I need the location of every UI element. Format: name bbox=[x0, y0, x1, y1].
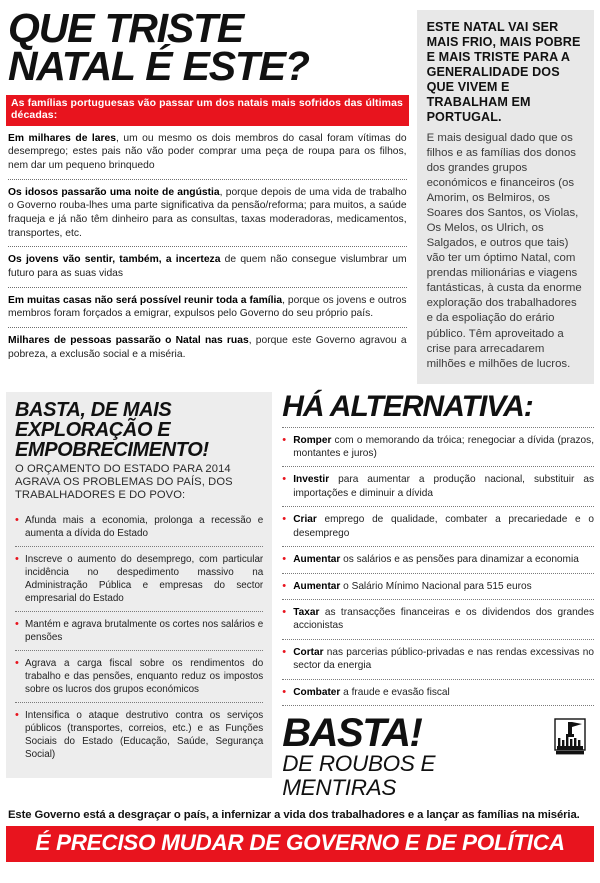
list-item-lead: Combater bbox=[293, 686, 341, 698]
page-title bbox=[8, 5, 409, 89]
budget-problems-list bbox=[15, 508, 263, 768]
list-item-lead: Investir bbox=[293, 474, 330, 486]
basta-final-line-2: DE ROUBOS E MENTIRAS bbox=[282, 751, 436, 800]
list-item-text: o Salário Mínimo Nacional para 515 euros bbox=[340, 580, 532, 592]
list-item-lead: Criar bbox=[293, 514, 317, 526]
paragraph-rest: , porque os jovens e outros membros foram forçados a emigrar, expulsos pelo Governo do seu próprio país. bbox=[8, 294, 407, 320]
list-item bbox=[15, 702, 263, 767]
list-item-lead: Cortar bbox=[293, 646, 324, 658]
list-item bbox=[282, 639, 594, 679]
top-section bbox=[6, 6, 594, 384]
paragraph-rest: , porque depois de uma vida de trabalho o Governo rouba-lhes uma parte significativa da pensão/reforma; para muitos, a saúde fraqueja e já não têm dinheiro para as consultas, taxas moderadoras, medicamentos, transportes, etc. bbox=[8, 186, 407, 239]
intro-paragraph-5 bbox=[6, 328, 409, 367]
list-item-text: nas parcerias público-privadas e nas rendas excessivas no sector da energia bbox=[293, 646, 594, 672]
footer-red-banner: É PRECISO MUDAR DE GOVERNO E DE POLÍTICA bbox=[6, 826, 594, 862]
list-item bbox=[282, 466, 594, 506]
paragraph-lead: Os jovens vão sentir, também, a incerteza bbox=[8, 254, 221, 266]
basta-box-subheading: O ORÇAMENTO DO ESTADO PARA 2014 AGRAVA OS PROBLEMAS DO PAÍS, DOS TRABALHADORES E DO POVO: bbox=[15, 462, 233, 501]
paragraph-lead: Milhares de pessoas passarão o Natal nas ruas bbox=[8, 335, 249, 347]
list-item-text: os salários e as pensões para dinamizar a economia bbox=[340, 554, 579, 566]
basta-exploration-box bbox=[6, 392, 272, 778]
list-item-lead: Aumentar bbox=[293, 580, 341, 592]
paragraph-rest: de quem não consegue vislumbrar um futuro para as suas vidas bbox=[8, 254, 407, 280]
paragraph-lead: Em muitas casas não será possível reunir toda a família bbox=[8, 294, 283, 306]
alternatives-heading: HÁ ALTERNATIVA: bbox=[282, 389, 533, 423]
basta-final-block bbox=[282, 711, 594, 800]
basta-box-heading: BASTA, DE MAIS EXPLORAÇÃO E EMPOBRECIMENTO! bbox=[15, 398, 209, 461]
list-item-text: Agrava a carga fiscal sobre os rendimentos do trabalho e das pensões, enquanto reduz os impostos sobre os lucros dos grupos económicos bbox=[25, 658, 264, 696]
list-item bbox=[15, 546, 263, 611]
list-item-text: para aumentar a produção nacional, substituir as importações e diminuir a dívida bbox=[293, 474, 594, 499]
list-item-text: Inscreve o aumento do desemprego, com particular incidência no despedimento massivo na Administração Pública e empresas do sector empresarial do Estado bbox=[25, 553, 264, 604]
intro-paragraph-3 bbox=[6, 247, 409, 286]
list-item bbox=[15, 650, 263, 702]
list-item-text: as transacções financeiras e os dividendos dos grandes accionistas bbox=[293, 607, 594, 632]
closing-statement: Este Governo está a desgraçar o país, a infernizar a vida dos trabalhadores e a lançar as famílias na miséria. bbox=[8, 808, 580, 821]
list-item-lead: Romper bbox=[293, 434, 332, 446]
list-item-lead: Aumentar bbox=[293, 554, 341, 566]
red-subtitle-bar: As famílias portuguesas vão passar um dos natais mais sofridos das últimas décadas: bbox=[6, 95, 409, 125]
alternatives-column bbox=[282, 389, 594, 800]
footer-section bbox=[6, 809, 594, 862]
intro-paragraph-2 bbox=[6, 180, 409, 247]
headline-line-2: NATAL É ESTE? bbox=[8, 42, 309, 89]
intro-paragraph-4 bbox=[6, 288, 409, 327]
list-item bbox=[15, 508, 263, 546]
alternatives-list bbox=[282, 428, 594, 705]
list-item bbox=[282, 599, 594, 639]
list-item-text: Mantém e agrava brutalmente os cortes nos salários e pensões bbox=[25, 618, 264, 644]
paragraph-rest: , um ou mesmo os dois membros do casal foram vítimas do desemprego; estes pais não vão poder comprar uma peça de roupa para os filhos, nem dar um pequeno brinquedo bbox=[8, 132, 407, 171]
paragraph-rest: , porque este Governo agravou a pobreza, a exclusão social e a miséria. bbox=[8, 335, 407, 360]
list-item bbox=[282, 506, 594, 546]
list-item bbox=[282, 546, 594, 572]
list-item bbox=[282, 573, 594, 599]
sidebar-body-text: E mais desigual dado que os filhos e as famílias dos donos dos grandes grupos económicos e financeiros (os Amorim, os Belmiros, os Soares dos Santos, os Violas, Os Melos, os Ulrich, os Salgados, e outros que tais) vão ter um óptimo Natal, com prendas milionárias e viagens fantásticas, à custa da enorme exploração dos trabalhadores e da espoliação do erário público. Têm aproveitado a crise para arrecadarem milhões e milhões de lucros. bbox=[426, 131, 582, 370]
sidebar-heading: ESTE NATAL VAI SER MAIS FRIO, MAIS POBRE E MAIS TRISTE PARA A GENERALIDADE DOS QUE VIVEM E TRABALHAM EM PORTUGAL. bbox=[426, 20, 581, 124]
list-item bbox=[282, 679, 594, 705]
headline-line-1: QUE TRISTE bbox=[8, 5, 244, 51]
cgtp-in-logo-icon bbox=[554, 718, 586, 756]
list-item-lead: Taxar bbox=[293, 607, 320, 619]
paragraph-lead: Os idosos passarão uma noite de angústia bbox=[8, 186, 220, 198]
intro-paragraph-1 bbox=[6, 126, 409, 179]
list-item-text: Intensifica o ataque destrutivo contra os serviços públicos (transportes, correios, etc.) e as Funções Sociais do Estado (Educação, Saúde, Segurança Social) bbox=[25, 710, 264, 761]
dotted-divider bbox=[282, 705, 594, 706]
basta-final-line-1: BASTA! bbox=[282, 711, 422, 756]
paragraph-lead: Em milhares de lares bbox=[8, 132, 116, 144]
list-item bbox=[15, 611, 263, 650]
middle-section bbox=[6, 389, 594, 800]
basta-final-words bbox=[282, 711, 554, 800]
top-left-column bbox=[6, 6, 409, 367]
list-item-text: Afunda mais a economia, prolonga a recessão e aumenta a dívida do Estado bbox=[25, 514, 264, 539]
list-item-text: com o memorando da tróica; renegociar a dívida (prazos, montantes e juros) bbox=[293, 434, 594, 460]
list-item-text: a fraude e evasão fiscal bbox=[340, 686, 450, 698]
list-item bbox=[282, 428, 594, 467]
sidebar-panel bbox=[417, 10, 594, 384]
list-item-text: emprego de qualidade, combater a precariedade e o desemprego bbox=[293, 514, 594, 539]
